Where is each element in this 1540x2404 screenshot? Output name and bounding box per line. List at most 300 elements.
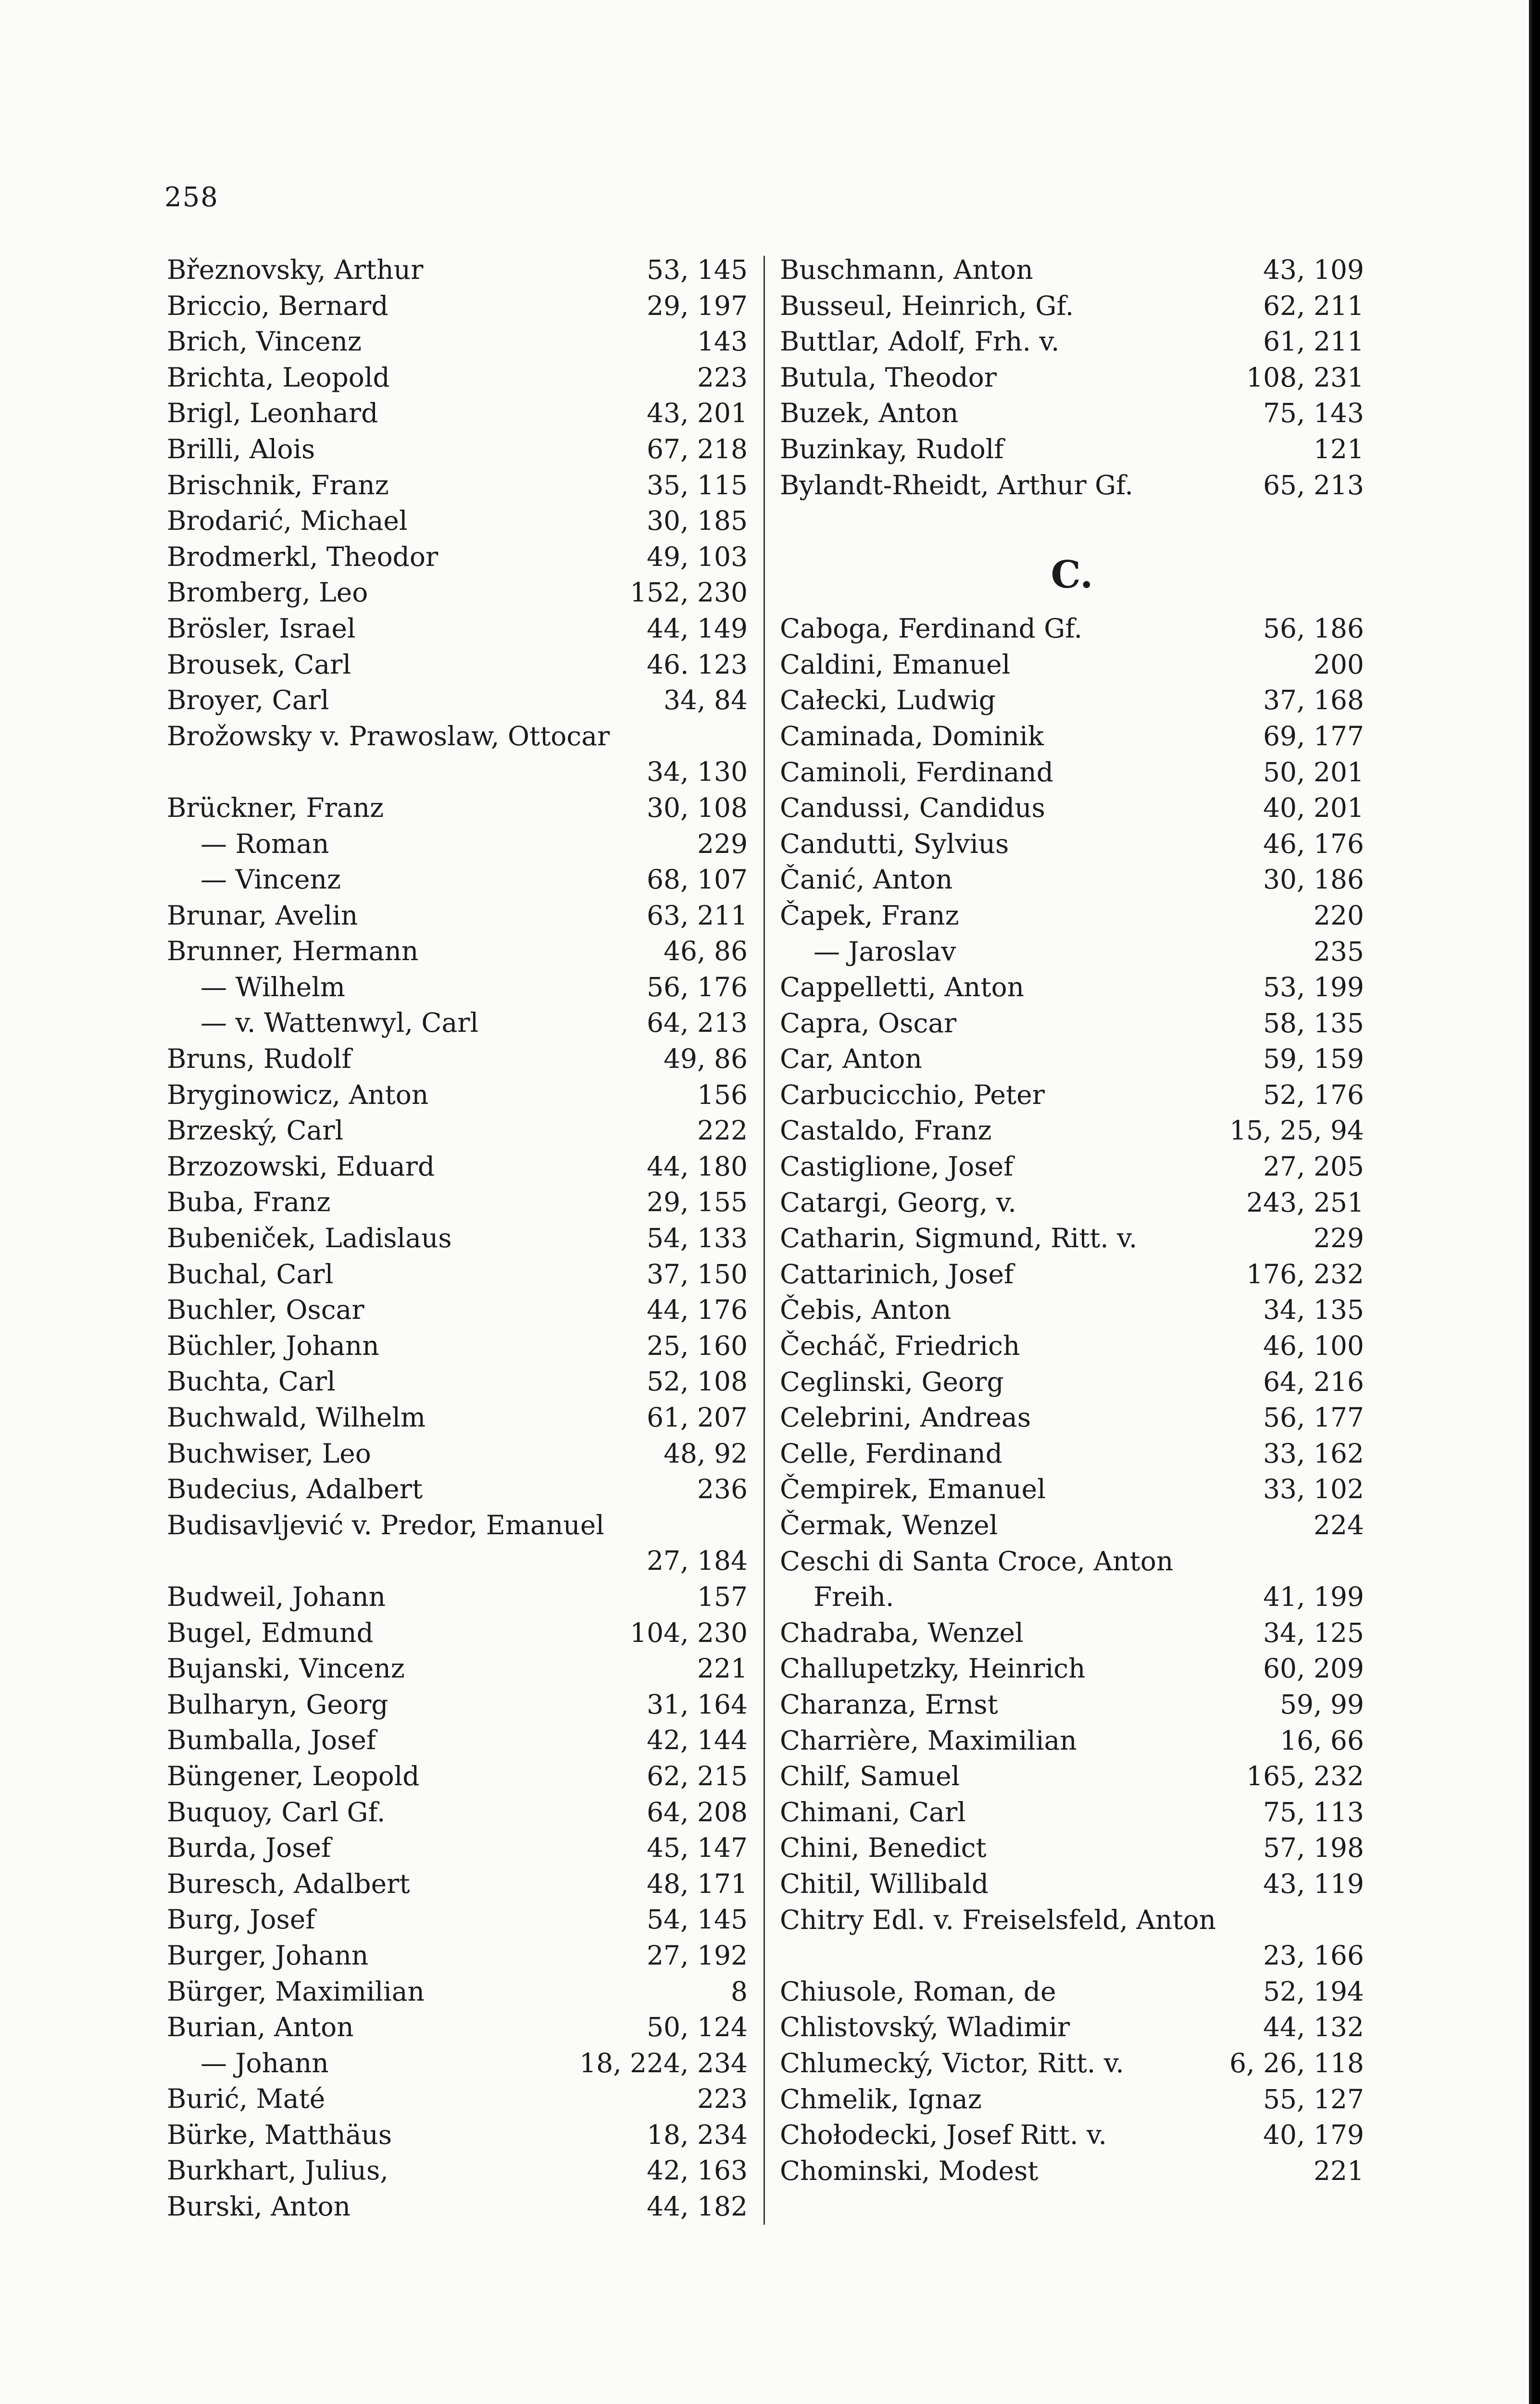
- entry-name: Cappelletti, Anton: [780, 972, 1025, 1003]
- index-entry: [167, 1292, 748, 1328]
- index-entry: [167, 2009, 748, 2045]
- entry-name: Brodmerkl, Theodor: [167, 541, 438, 572]
- entry-pages: 27, 192: [647, 1940, 748, 1971]
- index-entry: [780, 1758, 1364, 1794]
- entry-pages: 34, 135: [1263, 1294, 1364, 1326]
- entry-pages: 61, 211: [1263, 326, 1364, 357]
- index-entry: [780, 467, 1364, 503]
- entry-name: Candussi, Candidus: [780, 792, 1045, 824]
- index-entry: [167, 467, 748, 503]
- entry-pages: 165, 232: [1246, 1761, 1364, 1792]
- entry-name: Caldini, Emanuel: [780, 649, 1011, 680]
- entry-name: — v. Wattenwyl, Carl: [200, 1007, 479, 1039]
- index-entry: [780, 1723, 1364, 1759]
- entry-name: Brischnik, Franz: [167, 469, 389, 501]
- entry-name: Chini, Benedict: [780, 1832, 987, 1864]
- entry-pages: 45, 147: [647, 1832, 748, 1864]
- entry-name: Bruns, Rudolf: [167, 1043, 351, 1075]
- entry-pages: 59, 99: [1280, 1689, 1364, 1720]
- index-entry: [167, 1471, 748, 1507]
- index-entry: [780, 1615, 1364, 1651]
- index-entry: [167, 826, 748, 862]
- index-entry: [780, 2117, 1364, 2153]
- entry-name: Bulharyn, Georg: [167, 1689, 388, 1720]
- index-entry: [167, 1651, 748, 1687]
- entry-pages: 44, 182: [647, 2191, 748, 2222]
- entry-name: Candutti, Sylvius: [780, 828, 1009, 859]
- index-entry: [167, 1364, 748, 1400]
- entry-name: Chimani, Carl: [780, 1796, 966, 1828]
- entry-name: Buquoy, Carl Gf.: [167, 1796, 386, 1828]
- index-entry: [780, 1364, 1364, 1400]
- index-entry: [167, 1579, 748, 1615]
- entry-name: Bromberg, Leo: [167, 577, 368, 608]
- entry-pages: 18, 224, 234: [579, 2047, 748, 2078]
- index-entry: [780, 1794, 1364, 1830]
- entry-name: Burski, Anton: [167, 2191, 351, 2222]
- entry-name: Brzozowski, Eduard: [167, 1151, 435, 1182]
- entry-pages: 143: [697, 326, 748, 357]
- entry-name: Caminada, Dominik: [780, 720, 1044, 751]
- entry-name: Buchler, Oscar: [167, 1294, 364, 1326]
- entry-pages: 64, 216: [1263, 1366, 1364, 1397]
- entry-pages: 37, 150: [647, 1258, 748, 1290]
- entry-pages: 16, 66: [1280, 1725, 1364, 1756]
- entry-name: — Roman: [200, 828, 329, 859]
- entry-pages: 33, 102: [1263, 1474, 1364, 1505]
- entry-name: Burger, Johann: [167, 1940, 369, 1971]
- entry-name: Brzeský, Carl: [167, 1115, 344, 1146]
- entry-name: Chiusole, Roman, de: [780, 1976, 1056, 2007]
- entry-pages: 44, 149: [647, 613, 748, 644]
- entry-pages: 61, 207: [647, 1402, 748, 1433]
- entry-pages: 34, 84: [664, 685, 748, 716]
- entry-pages: 40, 179: [1263, 2119, 1364, 2151]
- index-entry: [167, 862, 748, 898]
- index-entry: [167, 539, 748, 575]
- entry-pages: 25, 160: [647, 1330, 748, 1361]
- index-entry: [167, 1543, 748, 1579]
- entry-name: Brigl, Leonhard: [167, 398, 378, 429]
- entry-name: Burg, Josef: [167, 1904, 315, 1935]
- entry-name: Celle, Ferdinand: [780, 1438, 1002, 1469]
- entry-name: Burda, Josef: [167, 1832, 331, 1864]
- entry-name: Čecháč, Friedrich: [780, 1330, 1020, 1362]
- index-entry: [167, 969, 748, 1005]
- entry-name: Chitil, Willibald: [780, 1868, 989, 1899]
- index-entry: [167, 647, 748, 683]
- right-column: [780, 252, 1364, 2189]
- entry-name: Car, Anton: [780, 1043, 922, 1075]
- entry-name: Brodarić, Michael: [167, 505, 408, 537]
- index-entry: [780, 288, 1364, 324]
- index-entry: [780, 862, 1364, 898]
- entry-pages: 56, 186: [1263, 613, 1364, 644]
- index-entry: [167, 324, 748, 360]
- index-entry: [780, 826, 1364, 862]
- index-entry: [780, 1328, 1364, 1364]
- index-entry: [780, 1077, 1364, 1113]
- entry-pages: 75, 143: [1263, 398, 1364, 429]
- index-entry: [780, 431, 1364, 467]
- entry-pages: 29, 197: [647, 290, 748, 321]
- index-entry: [780, 754, 1364, 790]
- index-entry: [780, 611, 1364, 647]
- index-entry: [780, 360, 1364, 396]
- entry-pages: 156: [697, 1079, 748, 1110]
- entry-name: Buchwiser, Leo: [167, 1438, 371, 1469]
- entry-pages: 236: [697, 1474, 748, 1505]
- index-entry: [167, 2117, 748, 2153]
- entry-pages: 46, 86: [664, 936, 748, 967]
- entry-pages: 121: [1314, 433, 1364, 464]
- entry-name: Büchler, Johann: [167, 1330, 379, 1361]
- column-divider: [764, 256, 765, 2225]
- entry-pages: 30, 186: [1263, 864, 1364, 895]
- entry-pages: 223: [697, 362, 748, 393]
- index-entry: [780, 934, 1364, 970]
- index-entry: [167, 1866, 748, 1902]
- index-entry: [167, 1005, 748, 1041]
- entry-name: Brichta, Leopold: [167, 362, 390, 393]
- index-entry: [780, 2045, 1364, 2081]
- index-entry: [780, 1651, 1364, 1687]
- entry-pages: 46, 100: [1263, 1330, 1364, 1362]
- entry-pages: 34, 125: [1263, 1617, 1364, 1648]
- index-entry: [167, 2045, 748, 2081]
- entry-pages: 53, 199: [1263, 972, 1364, 1003]
- index-entry: [167, 790, 748, 826]
- index-entry: [780, 1687, 1364, 1723]
- entry-name: Caminoli, Ferdinand: [780, 756, 1053, 788]
- index-entry: [167, 1687, 748, 1723]
- index-entry: [167, 611, 748, 647]
- entry-name: Brousek, Carl: [167, 649, 351, 680]
- entry-name: Chitry Edl. v. Freiselsfeld, Anton: [780, 1904, 1216, 1935]
- entry-name: Burkhart, Julius,: [167, 2155, 388, 2186]
- index-entry: [780, 682, 1364, 718]
- entry-pages: 50, 201: [1263, 756, 1364, 788]
- entry-pages: 54, 145: [647, 1904, 748, 1935]
- entry-name: — Wilhelm: [200, 971, 345, 1002]
- entry-pages: 63, 211: [647, 900, 748, 931]
- index-entry: [780, 252, 1364, 288]
- index-entry: [167, 1149, 748, 1185]
- entry-pages: 30, 108: [647, 792, 748, 823]
- entry-name: Budisavljević v. Predor, Emanuel: [167, 1509, 604, 1540]
- entry-name: Capra, Oscar: [780, 1007, 957, 1039]
- index-entry: [167, 431, 748, 467]
- index-entry: [780, 1436, 1364, 1472]
- entry-name: Bürger, Maximilian: [167, 1976, 425, 2007]
- index-entry: [167, 1794, 748, 1830]
- section-heading: [780, 503, 1364, 611]
- index-entry: [780, 1543, 1364, 1579]
- entry-name: Buchal, Carl: [167, 1258, 334, 1290]
- entry-pages: 75, 113: [1263, 1796, 1364, 1828]
- entry-name: Castiglione, Josef: [780, 1151, 1014, 1182]
- entry-pages: 57, 198: [1263, 1832, 1364, 1864]
- index-entry: [780, 898, 1364, 934]
- entry-name: — Jaroslav: [814, 936, 956, 967]
- entry-pages: 68, 107: [647, 864, 748, 895]
- index-entry: [780, 324, 1364, 360]
- entry-pages: 30, 185: [647, 505, 748, 537]
- index-entry: [167, 754, 748, 790]
- entry-pages: 62, 215: [647, 1760, 748, 1791]
- entry-pages: 60, 209: [1263, 1653, 1364, 1684]
- entry-pages: 62, 211: [1263, 290, 1364, 321]
- index-entry: [780, 1292, 1364, 1328]
- index-entry: [167, 2081, 748, 2117]
- entry-pages: 49, 103: [647, 541, 748, 572]
- entry-pages: 58, 135: [1263, 1007, 1364, 1039]
- entry-name: Buchta, Carl: [167, 1366, 336, 1397]
- entry-pages: 40, 201: [1263, 792, 1364, 824]
- entry-name: Chadraba, Wenzel: [780, 1617, 1024, 1648]
- index-entry: [167, 1722, 748, 1758]
- entry-name: Broyer, Carl: [167, 685, 329, 716]
- entry-name: Bubeniček, Ladislaus: [167, 1223, 452, 1254]
- entry-pages: 221: [697, 1653, 748, 1684]
- entry-pages: 55, 127: [1263, 2083, 1364, 2115]
- index-entry: [167, 503, 748, 539]
- entry-pages: 49, 86: [664, 1043, 748, 1075]
- entry-name: Brückner, Franz: [167, 792, 384, 823]
- entry-pages: 6, 26, 118: [1229, 2047, 1364, 2078]
- index-entry: [167, 395, 748, 431]
- entry-pages: 243, 251: [1246, 1187, 1364, 1218]
- entry-pages: 157: [697, 1581, 748, 1612]
- index-entry: [780, 1471, 1364, 1507]
- index-entry: [167, 1184, 748, 1220]
- index-entry: [780, 1005, 1364, 1041]
- index-entry: [780, 1185, 1364, 1221]
- entry-name: Čapek, Franz: [780, 900, 959, 931]
- entry-name: Chilf, Samuel: [780, 1761, 960, 1792]
- entry-name: Ceglinski, Georg: [780, 1366, 1004, 1397]
- entry-pages: 64, 213: [647, 1007, 748, 1039]
- entry-pages: 69, 177: [1263, 720, 1364, 751]
- index-entry: [167, 718, 748, 754]
- index-entry: [780, 1974, 1364, 2010]
- index-entry: [167, 898, 748, 934]
- entry-pages: 52, 194: [1263, 1976, 1364, 2007]
- entry-pages: 43, 119: [1263, 1868, 1364, 1899]
- entry-pages: 220: [1314, 900, 1364, 931]
- index-entry: [780, 2009, 1364, 2045]
- entry-pages: 52, 176: [1263, 1079, 1364, 1110]
- index-entry: [167, 1077, 748, 1113]
- entry-name: Burić, Maté: [167, 2083, 326, 2115]
- entry-pages: 27, 184: [647, 1545, 748, 1577]
- entry-name: Catargi, Georg, v.: [780, 1187, 1016, 1218]
- index-entry: [780, 790, 1364, 826]
- entry-pages: 42, 163: [647, 2155, 748, 2186]
- entry-name: Čermak, Wenzel: [780, 1510, 998, 1540]
- entry-name: Bürke, Matthäus: [167, 2119, 392, 2150]
- entry-name: Charanza, Ernst: [780, 1689, 998, 1720]
- entry-pages: 152, 230: [630, 577, 748, 608]
- entry-name: Brösler, Israel: [167, 613, 356, 644]
- index-entry: [780, 1220, 1364, 1256]
- entry-name: Ceschi di Santa Croce, Anton: [780, 1545, 1174, 1577]
- entry-name: Büngener, Leopold: [167, 1760, 420, 1791]
- index-entry: [780, 1113, 1364, 1149]
- page-number: 258: [164, 182, 219, 213]
- entry-pages: 44, 176: [647, 1294, 748, 1326]
- entry-pages: 15, 25, 94: [1229, 1115, 1364, 1146]
- index-entry: [167, 1902, 748, 1938]
- entry-name: Freih.: [814, 1581, 894, 1613]
- index-entry: [780, 1830, 1364, 1866]
- entry-name: Burian, Anton: [167, 2012, 354, 2043]
- index-entry: [167, 933, 748, 969]
- entry-pages: 42, 144: [647, 1725, 748, 1756]
- entry-pages: 46. 123: [647, 649, 748, 680]
- index-entry: [167, 1256, 748, 1292]
- entry-name: Bryginowicz, Anton: [167, 1079, 429, 1110]
- index-entry: [167, 1328, 748, 1364]
- entry-name: Charrière, Maximilian: [780, 1725, 1077, 1756]
- index-entry: [780, 1866, 1364, 1902]
- index-entry: [167, 2153, 748, 2189]
- entry-pages: 8: [731, 1976, 748, 2007]
- index-entry: [167, 1400, 748, 1436]
- entry-pages: 229: [697, 828, 748, 859]
- index-entry: [167, 252, 748, 288]
- entry-name: Catharin, Sigmund, Ritt. v.: [780, 1223, 1138, 1254]
- entry-name: Całecki, Ludwig: [780, 685, 996, 716]
- entry-name: Chominski, Modest: [780, 2155, 1039, 2186]
- entry-name: Brilli, Alois: [167, 433, 315, 464]
- entry-name: Čanić, Anton: [780, 864, 953, 895]
- index-entry: [780, 1938, 1364, 1974]
- entry-pages: 221: [1314, 2155, 1364, 2186]
- entry-name: Čebis, Anton: [780, 1294, 952, 1326]
- entry-pages: 18, 234: [647, 2119, 748, 2150]
- entry-pages: 224: [1314, 1510, 1364, 1540]
- entry-name: Čempirek, Emanuel: [780, 1474, 1046, 1505]
- entry-name: Chlumecký, Victor, Ritt. v.: [780, 2047, 1124, 2078]
- index-entry: [780, 2153, 1364, 2189]
- entry-pages: 65, 213: [1263, 469, 1364, 501]
- entry-pages: 41, 199: [1263, 1581, 1364, 1613]
- entry-pages: 31, 164: [647, 1689, 748, 1720]
- index-entry: [167, 1041, 748, 1077]
- entry-name: — Johann: [200, 2047, 329, 2078]
- index-entry: [780, 1256, 1364, 1292]
- entry-name: Bumballa, Josef: [167, 1725, 376, 1756]
- entry-pages: 43, 109: [1263, 254, 1364, 285]
- index-entry: [167, 1113, 748, 1149]
- entry-name: Chlistovský, Wladimir: [780, 2012, 1070, 2043]
- index-entry: [780, 2081, 1364, 2117]
- index-entry: [780, 1902, 1364, 1938]
- entry-name: Chołodecki, Josef Ritt. v.: [780, 2119, 1107, 2151]
- entry-name: Brožowsky v. Prawoslaw, Ottocar: [167, 720, 610, 751]
- entry-pages: 33, 162: [1263, 1438, 1364, 1469]
- entry-name: Challupetzky, Heinrich: [780, 1653, 1086, 1684]
- entry-pages: 27, 205: [1263, 1151, 1364, 1182]
- index-entry: [780, 969, 1364, 1005]
- entry-pages: 46, 176: [1263, 828, 1364, 859]
- index-entry: [167, 360, 748, 396]
- index-entry: [167, 1974, 748, 2010]
- entry-name: Brich, Vincenz: [167, 326, 362, 357]
- index-entry: [167, 1830, 748, 1866]
- entry-pages: 52, 108: [647, 1366, 748, 1397]
- entry-name: Caboga, Ferdinand Gf.: [780, 613, 1083, 644]
- entry-name: Butula, Theodor: [780, 362, 997, 393]
- entry-name: Buzek, Anton: [780, 398, 959, 429]
- entry-pages: 44, 132: [1263, 2012, 1364, 2043]
- entry-name: Buchwald, Wilhelm: [167, 1402, 426, 1433]
- entry-name: Celebrini, Andreas: [780, 1402, 1031, 1433]
- entry-name: Busseul, Heinrich, Gf.: [780, 290, 1074, 321]
- entry-name: Brunner, Hermann: [167, 936, 419, 967]
- index-entry: [167, 575, 748, 611]
- entry-name: — Vincenz: [200, 864, 341, 895]
- entry-pages: 29, 155: [647, 1187, 748, 1218]
- entry-pages: 43, 201: [647, 398, 748, 429]
- entry-pages: 44, 180: [647, 1151, 748, 1182]
- entry-name: Brunar, Avelin: [167, 900, 358, 931]
- entry-name: Budecius, Adalbert: [167, 1474, 423, 1505]
- index-entry: [780, 718, 1364, 754]
- entry-name: Carbucicchio, Peter: [780, 1079, 1045, 1110]
- entry-pages: 64, 208: [647, 1796, 748, 1828]
- entry-pages: 59, 159: [1263, 1043, 1364, 1075]
- entry-name: Buba, Franz: [167, 1187, 331, 1218]
- entry-pages: 56, 176: [647, 971, 748, 1002]
- entry-name: Chmelik, Ignaz: [780, 2083, 982, 2115]
- entry-pages: 56, 177: [1263, 1402, 1364, 1433]
- left-column: [167, 252, 748, 2225]
- entry-pages: 176, 232: [1246, 1258, 1364, 1290]
- entry-pages: 50, 124: [647, 2012, 748, 2043]
- entry-pages: 34, 130: [647, 756, 748, 788]
- index-entry: [167, 1507, 748, 1543]
- entry-name: Buresch, Adalbert: [167, 1868, 410, 1899]
- index-entry: [780, 395, 1364, 431]
- index-entry: [780, 1041, 1364, 1077]
- entry-name: Buzinkay, Rudolf: [780, 433, 1004, 464]
- index-entry: [167, 1938, 748, 1974]
- entry-pages: 222: [697, 1115, 748, 1146]
- index-entry: [167, 1615, 748, 1651]
- index-entry: [780, 1579, 1364, 1615]
- entry-pages: 37, 168: [1263, 685, 1364, 716]
- entry-name: Cattarinich, Josef: [780, 1258, 1014, 1290]
- index-entry: [167, 1758, 748, 1794]
- entry-pages: 48, 171: [647, 1868, 748, 1899]
- entry-name: Buschmann, Anton: [780, 254, 1033, 285]
- entry-name: Bylandt-Rheidt, Arthur Gf.: [780, 469, 1133, 501]
- entry-pages: 48, 92: [664, 1438, 748, 1469]
- entry-pages: 67, 218: [647, 433, 748, 464]
- entry-pages: 104, 230: [630, 1617, 748, 1648]
- entry-name: Briccio, Bernard: [167, 290, 388, 321]
- index-entry: [167, 1220, 748, 1256]
- entry-pages: 229: [1314, 1223, 1364, 1254]
- index-entry: [780, 1149, 1364, 1185]
- section-letter: C.: [1051, 553, 1093, 597]
- index-entry: [167, 2189, 748, 2225]
- index-entry: [780, 1400, 1364, 1436]
- entry-name: Bujanski, Vincenz: [167, 1653, 405, 1684]
- entry-pages: 23, 166: [1263, 1940, 1364, 1971]
